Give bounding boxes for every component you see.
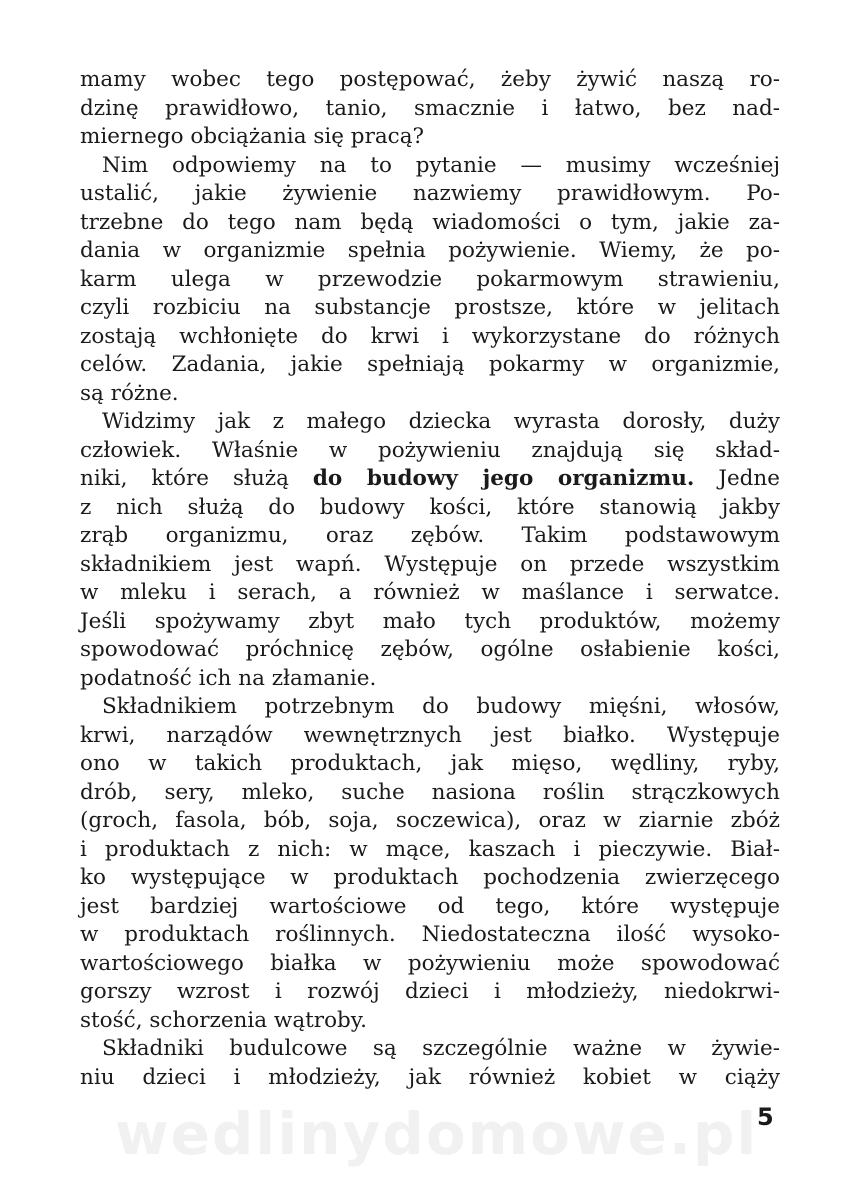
text-line: składnikiem jest wapń. Występuje on przede wszystkim bbox=[80, 551, 780, 577]
paragraph-start-line: Składnikiem potrzebnym do budowy mięśni, włosów, bbox=[102, 694, 780, 719]
text-line: ono w takich produktach, jak mięso, wędliny, ryby, bbox=[80, 751, 780, 776]
text-line: niu dzieci i młodzieży, jak również kobiet w ciąży bbox=[80, 1064, 780, 1090]
text-line: dzinę prawidłowo, tanio, smacznie i łatwo, bez nad- bbox=[80, 95, 780, 121]
text-line: i produktach z nich: w mące, kaszach i pieczywie. Biał- bbox=[80, 836, 780, 862]
text-line: krwi, narządów wewnętrznych jest białko. Występuje bbox=[80, 722, 780, 748]
text-line: wartościowego białka w pożywieniu może spowodować bbox=[80, 950, 780, 976]
text-line: są różne. bbox=[80, 380, 179, 406]
text-line: czyli rozbiciu na substancje prostsze, które w jelitach bbox=[80, 295, 780, 320]
text-line: dania w organizmie spełnia pożywienie. Wiemy, że po- bbox=[80, 238, 780, 263]
text-line: stość, schorzenia wątroby. bbox=[80, 1007, 367, 1033]
text-line: mamy wobec tego postępować, żeby żywić naszą ro- bbox=[80, 67, 780, 92]
text-line: w produktach roślinnych. Niedostateczna ilość wysoko- bbox=[80, 922, 780, 947]
paragraph-start-line: Widzimy jak z małego dziecka wyrasta dorosły, duży bbox=[102, 409, 780, 434]
text-line: miernego obciążania się pracą? bbox=[80, 124, 425, 149]
text-line: karm ulega w przewodzie pokarmowym strawieniu, bbox=[80, 266, 780, 292]
paragraph-start-line: Nim odpowiemy na to pytanie — musimy wcześniej bbox=[102, 152, 780, 178]
text-line: spowodować próchnicę zębów, ogólne osłabienie kości, bbox=[80, 637, 780, 662]
text-segment: niki, które służą bbox=[80, 466, 313, 491]
text-segment: Jedne bbox=[694, 466, 780, 491]
text-line: zrąb organizmu, oraz zębów. Takim podstawowym bbox=[80, 523, 780, 548]
text-line: drób, sery, mleko, suche nasiona roślin strączkowych bbox=[80, 779, 780, 805]
watermark: wedlinydomowe.pl bbox=[115, 1100, 759, 1168]
text-line: jest bardziej wartościowe od tego, które występuje bbox=[80, 893, 780, 919]
text-line: w mleku i serach, a również w maślance i serwatce. bbox=[80, 580, 780, 605]
text-line: trzebne do tego nam będą wiadomości o tym, jakie za- bbox=[80, 209, 780, 235]
body-text bbox=[80, 66, 780, 1092]
text-line: z nich służą do budowy kości, które stanowią jakby bbox=[80, 494, 780, 520]
text-line: ko występujące w produktach pochodzenia zwierzęcego bbox=[80, 865, 780, 890]
text-line: gorszy wzrost i rozwój dzieci i młodzieży, niedokrwi- bbox=[80, 979, 780, 1004]
text-line: ustalić, jakie żywienie nazwiemy prawidłowym. Po- bbox=[80, 181, 780, 206]
paragraph-start-line: Składniki budulcowe są szczególnie ważne w żywie- bbox=[102, 1036, 780, 1061]
bold-phrase: do budowy jego organizmu. bbox=[312, 466, 695, 491]
text-line-with-emphasis bbox=[80, 465, 780, 494]
text-line: podatność ich na złamanie. bbox=[80, 665, 377, 691]
page-number: 5 bbox=[757, 1103, 774, 1131]
text-line: (groch, fasola, bób, soja, soczewica), oraz w ziarnie zbóż bbox=[80, 808, 780, 833]
text-line: człowiek. Właśnie w pożywieniu znajdują się skład- bbox=[80, 437, 780, 463]
text-line: Jeśli spożywamy zbyt mało tych produktów, możemy bbox=[80, 608, 780, 634]
text-line: celów. Zadania, jakie spełniają pokarmy w organizmie, bbox=[80, 352, 780, 377]
text-line: zostają wchłonięte do krwi i wykorzystane do różnych bbox=[80, 323, 780, 349]
